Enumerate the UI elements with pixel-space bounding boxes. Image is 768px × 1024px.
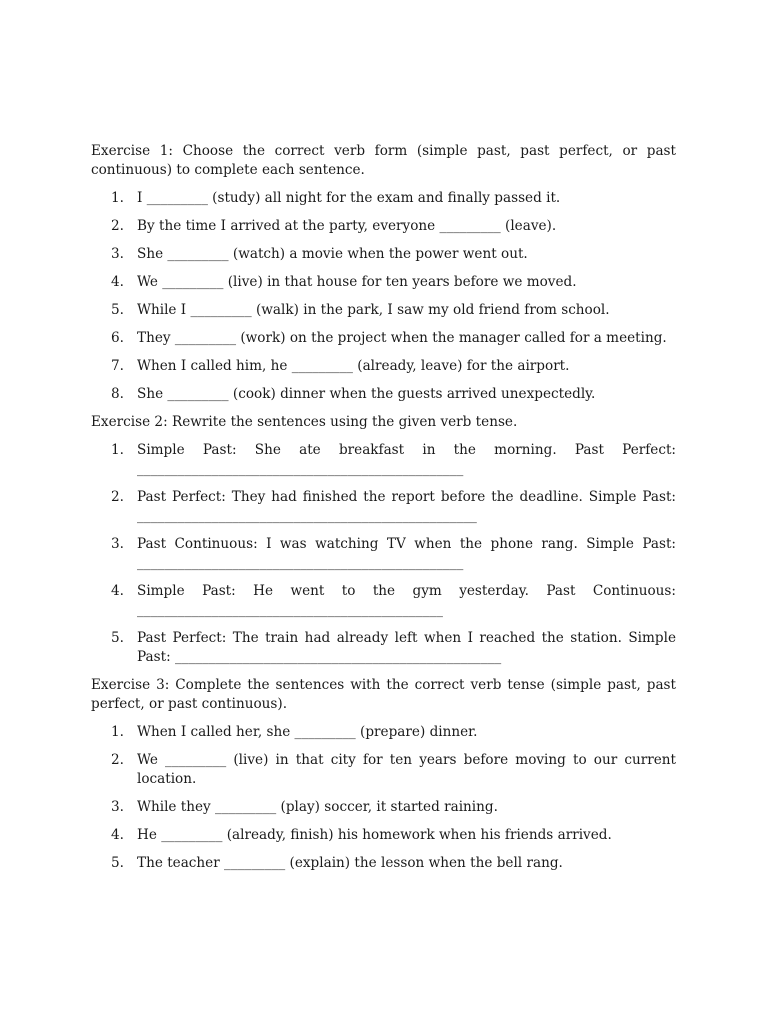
- worksheet: [91, 142, 676, 882]
- item-text: When I called her, she _________ (prepare) dinner.: [137, 724, 478, 740]
- list-item: [91, 488, 676, 526]
- item-text: Simple Past: She ate breakfast in the morning. Past Perfect: ________________________________________________: [137, 442, 676, 477]
- exercise-2-list: [91, 441, 676, 667]
- item-number: 1.: [111, 724, 124, 740]
- item-text: When I called him, he _________ (already, leave) for the airport.: [137, 358, 570, 374]
- item-number: 1.: [111, 190, 124, 206]
- list-item: [91, 329, 676, 348]
- list-item: [91, 629, 676, 667]
- list-item: [91, 189, 676, 208]
- item-text: We _________ (live) in that house for ten years before we moved.: [137, 274, 577, 290]
- item-number: 5.: [111, 855, 124, 871]
- item-number: 5.: [111, 630, 124, 646]
- list-item: [91, 357, 676, 376]
- exercise-3-list: [91, 723, 676, 873]
- exercise-1: [91, 142, 676, 404]
- exercise-2: [91, 413, 676, 667]
- list-item: [91, 301, 676, 320]
- exercise-2-heading: Exercise 2: Rewrite the sentences using the given verb tense.: [91, 414, 518, 430]
- item-number: 6.: [111, 330, 124, 346]
- list-item: [91, 217, 676, 236]
- item-text: We _________ (live) in that city for ten years before moving to our current location.: [137, 752, 676, 787]
- item-number: 4.: [111, 583, 124, 599]
- item-text: While I _________ (walk) in the park, I saw my old friend from school.: [137, 302, 610, 318]
- item-number: 4.: [111, 827, 124, 843]
- item-number: 1.: [111, 442, 124, 458]
- list-item: [91, 535, 676, 573]
- list-item: [91, 826, 676, 845]
- item-text: They _________ (work) on the project when the manager called for a meeting.: [137, 330, 667, 346]
- item-text: Simple Past: He went to the gym yesterday. Past Continuous: _____________________________________________: [137, 583, 676, 618]
- item-text: Past Perfect: They had finished the report before the deadline. Simple Past: __________________________________________________: [137, 489, 676, 524]
- exercise-1-heading: Exercise 1: Choose the correct verb form (simple past, past perfect, or past continuous) to complete each sentence.: [91, 143, 676, 178]
- list-item: [91, 245, 676, 264]
- item-number: 2.: [111, 489, 124, 505]
- exercise-3-heading: Exercise 3: Complete the sentences with the correct verb tense (simple past, past perfect, or past continuous).: [91, 677, 676, 712]
- item-text: By the time I arrived at the party, everyone _________ (leave).: [137, 218, 557, 234]
- list-item: [91, 854, 676, 873]
- item-number: 8.: [111, 386, 124, 402]
- exercise-1-list: [91, 189, 676, 404]
- item-text: The teacher _________ (explain) the lesson when the bell rang.: [137, 855, 563, 871]
- item-number: 3.: [111, 246, 124, 262]
- item-text: Past Perfect: The train had already left when I reached the station. Simple Past: ________________________________________________: [137, 630, 676, 665]
- item-text: While they _________ (play) soccer, it started raining.: [137, 799, 498, 815]
- item-text: I _________ (study) all night for the exam and finally passed it.: [137, 190, 561, 206]
- item-number: 2.: [111, 752, 124, 768]
- list-item: [91, 723, 676, 742]
- item-text: She _________ (watch) a movie when the power went out.: [137, 246, 528, 262]
- item-text: Past Continuous: I was watching TV when the phone rang. Simple Past: ________________________________________________: [137, 536, 676, 571]
- item-number: 3.: [111, 536, 124, 552]
- list-item: [91, 273, 676, 292]
- list-item: [91, 751, 676, 789]
- item-number: 7.: [111, 358, 124, 374]
- exercise-3: [91, 676, 676, 873]
- list-item: [91, 582, 676, 620]
- list-item: [91, 798, 676, 817]
- list-item: [91, 441, 676, 479]
- item-text: He _________ (already, finish) his homework when his friends arrived.: [137, 827, 612, 843]
- item-number: 3.: [111, 799, 124, 815]
- item-number: 2.: [111, 218, 124, 234]
- item-number: 5.: [111, 302, 124, 318]
- item-number: 4.: [111, 274, 124, 290]
- list-item: [91, 385, 676, 404]
- item-text: She _________ (cook) dinner when the guests arrived unexpectedly.: [137, 386, 596, 402]
